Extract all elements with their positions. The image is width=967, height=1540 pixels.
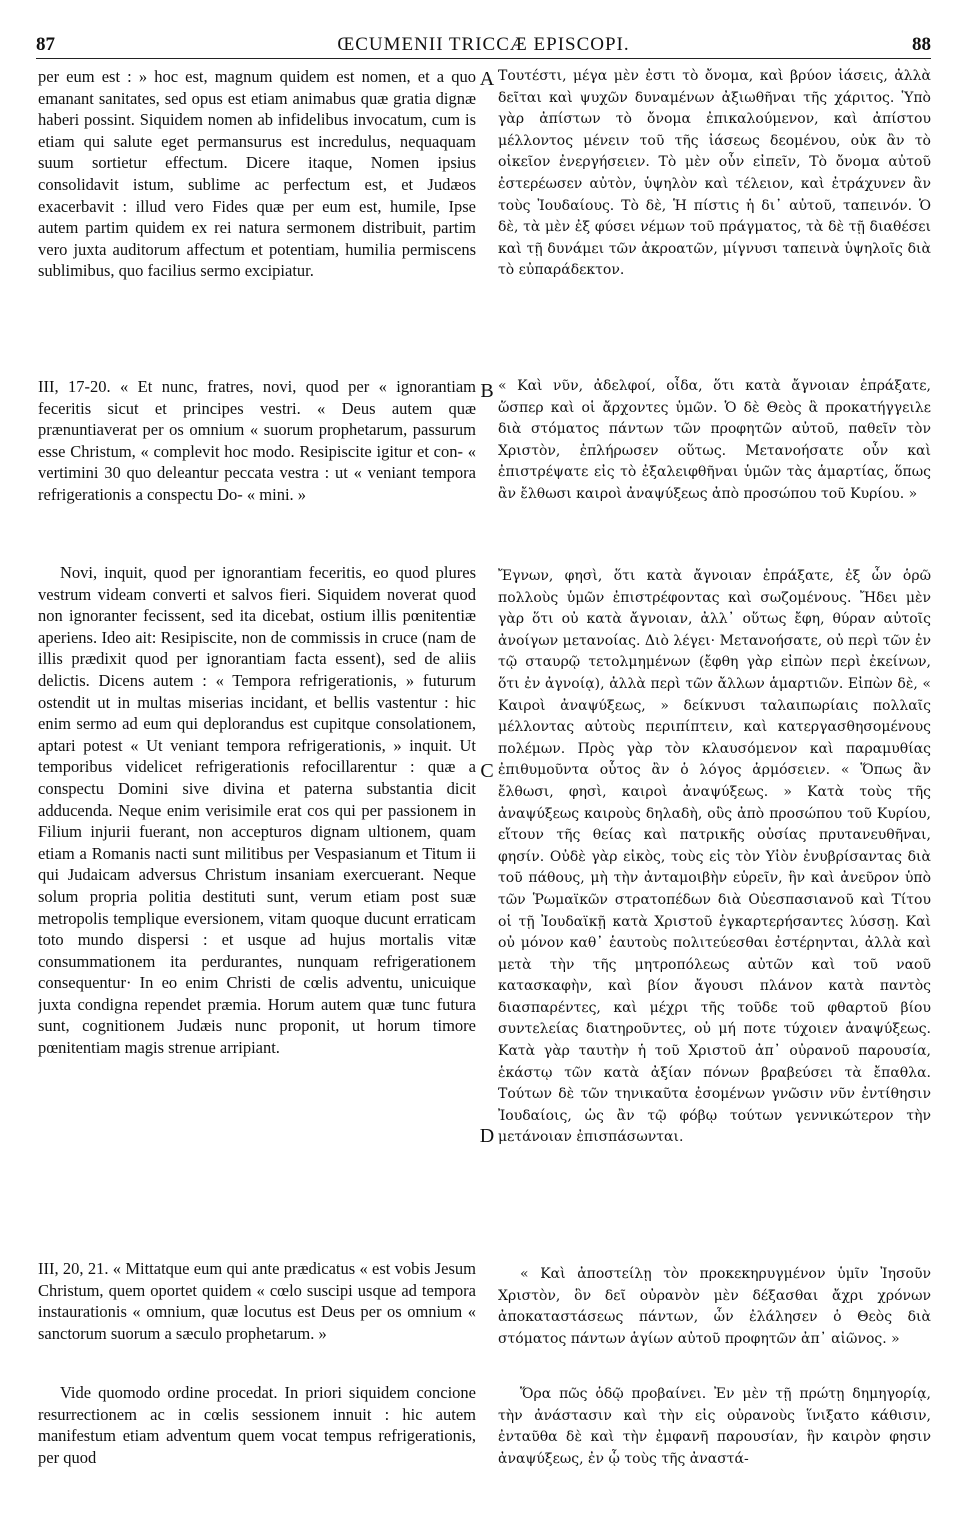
latin-paragraph: III, 20, 21. « Mittatque eum qui ante prædicatus « est vobis Jesum Christum, quem oportet quidem « cœlo suscipi usque ad tempora instaurationis « omnium, quæ locutus est Deus per os omnium « sanctorum suorum a sæculo prophetarum. » [38,1259,476,1343]
greek-paragraph: Ὅρα πῶς ὁδῷ προβαίνει. Ἐν μὲν τῇ πρώτῃ δημηγορίᾳ, τὴν ἀνάστασιν καὶ τὴν εἰς οὐρανοὺς ἵνιξατο κάθισιν, ἐνταῦθα δὲ καὶ τὴν ἐμφανῆ παρουσίαν, ἣν καιρὸν φησιν ἀναψύξεως, ἐν ᾧ τοὺς τῆς ἀναστά- [498,1386,931,1467]
latin-section-5 [38,1382,476,1492]
greek-section-4 [498,1264,931,1382]
latin-paragraph: Novi, inquit, quod per ignorantiam feceritis, eo quod plures vestrum videam converti et salvos fieri. Siquidem noverat quod non ignoranter fecissent, sed ita dicebat, ostium illis pœnitentiæ aperiens. Ideo ait: Resipiscite, non de commissis in cruce (nam de illis prædixit quod per ignorantiam facta essent), sed de aliis delictis. Dicens autem : « Tempora refrigerationis, » futurum ostendit ut in multas miserias incidant, et bellis vastentur : hic enim sermo ad eum qui deplorandus est cupitque consolationem, aptari potest « Ut veniant tempora refrigerationis, » inquit. Ut temporibus videlicet refrigerationis refocillarentur : quæ a conspectu Domini sive divina et paterna substantia dicit adducenda. Neque enim verisimile erat cos qui per passionem in Filium injurii fuerant, non accepturos dignam ultionem, quam etiam a Romanis nacti sunt militibus per Vespasianum et Titum ii qui Judaicam adversus Christum insaniam exercuerant. Neque solum propria politia destituti sunt, verum etiam post suæ metropolis templique eversionem, vitam quoque ducunt erraticam toto mundo dispersi : et usque ad hujus mortalis vitæ consummationem ita perdurantes, nunquam refrigerationem consequentur· In eo enim Christi de cœlis adventu, unicuique juxta condigna rependet præmia. Horum autem quæ tunc futura sunt, cognitionem Judæis nunc proponit, ut horum timore pœnitentiam magis strenue arripiant. [38,563,476,1058]
latin-section-4 [38,1258,476,1378]
margin-marker-c: C [480,760,494,782]
margin-marker-a: A [479,68,495,90]
greek-paragraph: Ἔγνων, φησὶ, ὅτι κατὰ ἄγνοιαν ἐπράξατε, ἐξ ὧν ὁρῶ πολλοὺς ὑμῶν ἐπιστρέφοντας καὶ σωζομένους. Ἤδει μὲν γὰρ ὅτι οὐ κατὰ ἄγνοιαν, ἀλλ᾽ οὕτως ἔφη, θύραν αὐτοῖς ἀνοίγων μετανοίας. Διὸ λέγει· Μετανοήσατε, οὐ περὶ τῶν ἐν τῷ σταυρῷ τετολμημένων (ἔφθη γὰρ εἰπὼν περὶ ἐκείνων, ὅτι ἐν ἀγνοίᾳ), ἀλλὰ περὶ τῶν ἄλλων ἁμαρτιῶν. Εἰπὼν δὲ, « Καιροὶ ἀναψύξεως, » δείκνυσι ταλαιπωρίαις πολλαῖς μέλλοντας αὐτοὺς περιπίπτειν, καὶ κατεργασθησομένους πολέμων. Πρὸς γὰρ τὸν κλαυσόμενον καὶ παραμυθίας ἐπιθυμοῦντα οὗτος ἂν ὁ λόγος ἁρμόσειεν. « Ὅπως ἂν ἔλθωσι, φησὶ, καιροὶ ἀναψύξεως. » Κατὰ τοὺς τῆς ἀναψύξεως καιροὺς δηλαδὴ, οὓς ἀπὸ προσώπου τοῦ Κυρίου, εἴτουν τῆς θείας καὶ πατρικῆς οὐσίας πρυτανευθῆναι, φησίν. Οὐδὲ γὰρ εἰκὸς, τοὺς εἰς τὸν Υἱὸν ἐνυβρίσαντας διὰ τοῦ πάθους, μὴ τὴν ἀνταμοιβὴν εὑρεῖν, ἣν καὶ ἀνεῦρον ὑπὸ τῶν Ῥωμαϊκῶν στρατοπέδων διὰ Οὐεσπασιανοῦ καὶ Τίτου οἱ τῇ Ἰουδαϊκῇ κατὰ Χριστοῦ ἐγκαρτερήσαντες λύσσῃ. Καὶ οὐ μόνον καθ᾽ ἑαυτοὺς πολιτεύεσθαι ἐστέρηνται, ἀλλὰ καὶ μετὰ τὴν τῆς μητροπόλεως αὐτῶν καὶ τοῦ ναοῦ κατασκαφὴν, καὶ βίον ἄγουσι πλάνον κατὰ παντὸς διασπαρέντες, καὶ μέχρι τῆς τοῦδε τοῦ φθαρτοῦ βίου συντελείας διατηροῦντες, οὐ μή ποτε τύχοιεν ἀναψύξεως. Κατὰ γὰρ ταυτὴν ἡ τοῦ Χριστοῦ ἀπ᾽ οὐρανοῦ παρουσία, ἑκάστῳ τῶν κατὰ ἀξίαν πόνων βραβεύσει τὰ ἔπαθλα. Τούτων δὲ τῶν τηνικαῦτα ἐσομένων γνῶσιν νῦν ἐντίθησιν Ἰουδαίοις, ὡς ἂν τῷ φόβῳ τούτων γεννικώτερον τὴν μετάνοιαν ἐπισπάσωνται. [498,568,931,1146]
margin-marker-d: D [479,1125,495,1147]
latin-section-3 [38,562,476,1232]
latin-section-1 [38,66,476,346]
latin-paragraph: per eum est : » hoc est, magnum quidem est nomen, et a quo emanant sanitates, sed opus est etiam animabus quæ gratia dignæ haberi possint. Siquidem nomen ab infidelibus invocatum, cum is etiam qui salute eget permansurus est incredulus, nequaquam suum sortietur effectum. Dicere itaque, Nomen ipsius consolidavit istum, sublime ac perfectum est, et Judæos exacerbavit : illud vero Fides quæ per eum est, humile, Ipse autem partim quidem ex rei natura sermonem distribuit, partim vero juxta auditorum affectum et potentiam, humilia permiscens sublimibus, quo facilius sermo excipiatur. [38,67,476,281]
margin-marker-b: B [480,380,494,402]
latin-paragraph: Vide quomodo ordine procedat. In priori siquidem concione resurrectionem ac in cœlis sessionem innuit : hic autem manifestum etiam adventum quem vocat tempus refrigerationis, per quod [38,1383,476,1467]
page-number-left: 87 [36,34,55,55]
page-header [36,28,931,59]
page-number-right: 88 [912,34,931,55]
greek-section-5 [498,1384,931,1494]
greek-section-2 [498,376,931,531]
latin-paragraph: III, 17-20. « Et nunc, fratres, novi, quod per « ignorantiam feceritis sicut et principes vestri. « Deus autem quæ prænuntiaverat per os omnium « suorum prophetarum, passurum esse Christum, « complevit hoc modo. Resipiscite igitur et con- « vertimini 30 quo deleantur peccata vestra : ut « veniant tempora refrigerationis a conspectu Do- « mini. » [38,377,476,504]
latin-section-2 [38,376,476,558]
greek-paragraph: Τουτέστι, μέγα μὲν ἐστι τὸ ὄνομα, καὶ βρύον ἰάσεις, ἀλλὰ δεῖται καὶ ψυχῶν δυναμένων ἀξιωθῆναι τῆς χάριτος. Ὑπὸ γὰρ ἀπίστων τὸ ὄνομα ἐπικαλούμενον, καὶ ἀπίστου μέλλοντος μένειν τοῦ τῆς ἰάσεως δεομένου, οὐκ ἂν τὸ οἰκεῖον ἐνεργήσειεν. Τὸ μὲν οὖν εἰπεῖν, Τὸ ὄνομα αὐτοῦ ἐστερέωσεν αὐτὸν, ὑψηλὸν καὶ τέλειον, καὶ ἐτράχυνεν ἂν τοὺς Ἰουδαίους. Τὸ δὲ, Ἡ πίστις ἡ δι᾽ αὐτοῦ, ταπεινόν. Ὁ δὲ, τὰ μὲν ἐξ φύσει νέμων τοῦ πράγματος, τὰ δὲ τῇ διαθέσει καὶ τῇ δυνάμει τῶν ἀκροατῶν, μίγνυσι ταπεινὰ ὑψηλοῖς διὰ τὸ εὐπαράδεκτον. [498,68,931,279]
greek-paragraph: « Καὶ ἀποστείλῃ τὸν προκεκηρυγμένον ὑμῖν Ἰησοῦν Χριστὸν, ὃν δεῖ οὐρανὸν μὲν δέξασθαι ἄχρι χρόνων ἀποκαταστάσεως πάντων, ὧν ἐλάλησεν ὁ Θεὸς διὰ στόματος πάντων ἁγίων αὐτοῦ προφητῶν ἀπ᾽ αἰῶνος. » [498,1266,931,1347]
greek-paragraph: « Καὶ νῦν, ἀδελφοί, οἶδα, ὅτι κατὰ ἄγνοιαν ἐπράξατε, ὥσπερ καὶ οἱ ἄρχοντες ὑμῶν. Ὁ δὲ Θεὸς ἃ προκατήγγειλε διὰ στόματος πάντων τῶν προφητῶν αὐτοῦ, παθεῖν τὸν Χριστὸν, ἐπλήρωσεν οὕτως. Μετανοήσατε οὖν καὶ ἐπιστρέψατε εἰς τὸ ἐξαλειφθῆναι ὑμῶν τὰς ἁμαρτίας, ὅπως ἂν ἔλθωσι καιροὶ ἀναψύξεως ἀπὸ προσώπου τοῦ Κυρίου. » [498,378,931,502]
greek-section-3 [498,566,931,1241]
greek-section-1 [498,66,931,328]
running-title: ŒCUMENII TRICCÆ EPISCOPI. [337,34,630,55]
